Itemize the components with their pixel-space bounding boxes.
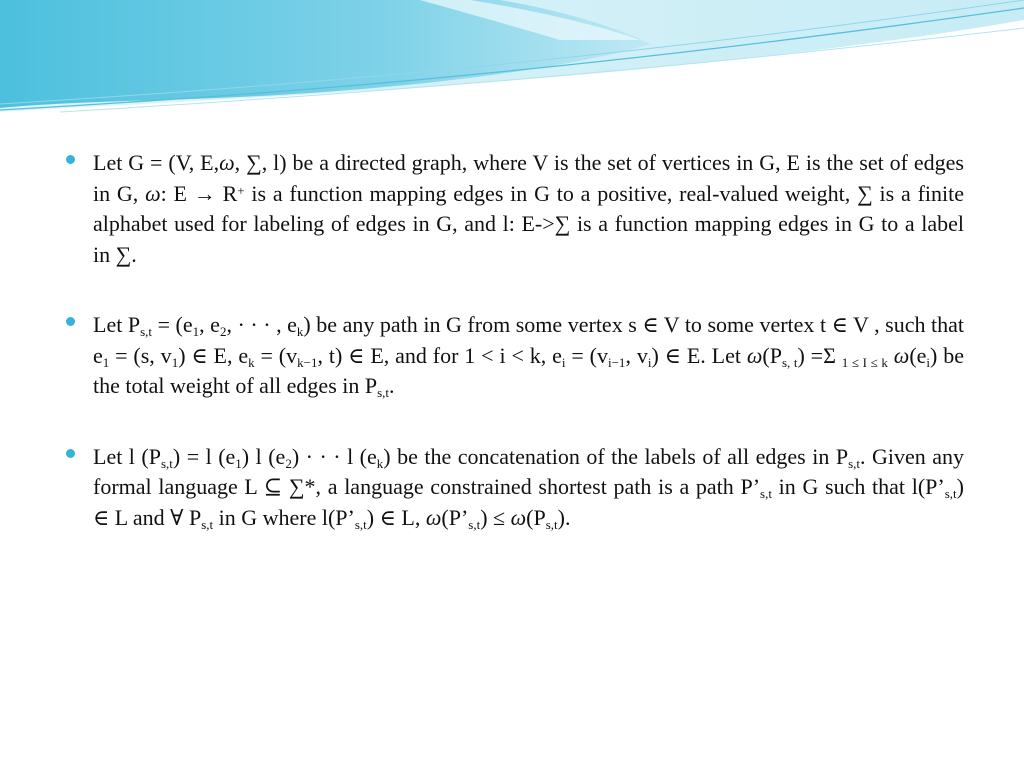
text-sub-segment: s,t <box>468 516 481 532</box>
text-sub-segment: i <box>561 354 566 370</box>
text-sub-segment: k−1 <box>297 354 318 370</box>
bullet-item-path-definition <box>66 310 964 402</box>
text-sub-segment: 1 <box>171 354 179 370</box>
text-i-segment: ω <box>145 180 161 206</box>
text-segment: ) =Σ <box>797 342 842 368</box>
text-sub-segment: 1 <box>192 324 200 339</box>
text-sub-segment: s,t <box>545 516 558 532</box>
text-sub-segment: i <box>647 354 652 370</box>
text-segment: ) ∈ L, <box>366 504 426 530</box>
bullet-text-lcsp-definition <box>93 442 964 534</box>
text-segment: (e <box>909 342 927 368</box>
text-segment: ) be any path in G from some vertex s ∈ V to some vertex t ∈ V , such that e <box>93 312 965 368</box>
text-segment: Let G = (V, E, <box>93 150 220 175</box>
text-segment: ) l (e <box>241 443 286 469</box>
text-sub-segment: k <box>296 324 304 339</box>
text-segment: : E → R <box>160 180 238 206</box>
header-wave-decoration <box>0 0 1024 130</box>
text-segment: . <box>389 373 395 398</box>
bullet-text-graph-definition <box>93 148 964 270</box>
text-segment: ) ∈ L and ∀ P <box>93 474 964 530</box>
text-segment: ) · · · l (e <box>291 443 377 469</box>
text-segment: , e <box>199 312 220 337</box>
text-sub-segment: 1 <box>235 455 242 471</box>
text-segment: Let P <box>93 312 141 337</box>
text-sub-segment: s,t <box>160 455 173 471</box>
bullet-dot-icon <box>66 155 75 164</box>
text-segment: ) ∈ E, e <box>178 342 249 368</box>
bullet-item-graph-definition <box>66 148 964 270</box>
text-sub-segment: k <box>376 455 384 471</box>
text-segment: ) be the total weight of all edges in P <box>93 342 965 398</box>
text-i-segment: ω <box>893 342 910 368</box>
text-sub-segment: s,t <box>944 486 957 501</box>
text-segment: . Given any formal language L ⊆ ∑*, a language constrained shortest path is a path P’ <box>93 443 965 499</box>
text-segment: = (v <box>254 342 298 368</box>
text-i-segment: ω <box>219 150 235 175</box>
text-sub-segment: 1 ≤ I ≤ k <box>841 354 888 370</box>
slide-content <box>66 148 964 533</box>
text-segment: (P’ <box>441 504 469 530</box>
text-segment: = (s, v <box>109 342 172 368</box>
text-segment: = (v <box>565 342 608 368</box>
text-segment: , ∑, l) be a directed graph, where V is the set of vertices in G, E is the set of edges in G, <box>93 150 964 206</box>
text-segment: ) be the concatenation of the labels of all edges in P <box>383 443 849 469</box>
bullet-text-path-definition <box>93 310 964 402</box>
text-sub-segment: s,t <box>760 486 772 501</box>
text-segment: in G such that l(P’ <box>771 474 945 499</box>
text-segment: Let l (P <box>93 443 161 469</box>
text-sub-segment: i−1 <box>607 354 626 370</box>
text-sub-segment: s,t <box>140 324 153 339</box>
text-segment: , v <box>625 342 648 368</box>
bullet-dot-icon <box>66 449 75 458</box>
text-sub-segment: s,t <box>377 385 390 400</box>
text-segment: (P <box>762 342 782 368</box>
text-sub-segment: s, t <box>781 354 798 370</box>
text-segment: is a function mapping edges in G to a positive, real-valued weight, ∑ is a finite alphabet used for labeling of edges in G, and l: E->∑ is a function mapping edges in G to a label in ∑. <box>93 180 964 267</box>
text-sub-segment: 2 <box>285 455 292 471</box>
text-segment: = (e <box>152 312 193 337</box>
text-segment: in G where l(P’ <box>213 504 355 530</box>
text-sub-segment: s,t <box>201 516 214 532</box>
text-i-segment: ω <box>510 504 527 530</box>
text-segment: (P <box>526 504 546 530</box>
text-sub-segment: s,t <box>848 455 860 471</box>
text-sub-segment: s,t <box>354 516 367 532</box>
text-segment: ) ≤ <box>480 504 511 530</box>
text-i-segment: ω <box>746 342 763 368</box>
bullet-item-lcsp-definition <box>66 442 964 534</box>
text-segment: , · · · , e <box>226 312 297 337</box>
text-segment: ). <box>557 504 571 530</box>
text-segment: , t) ∈ E, and for 1 < i < k, e <box>317 342 562 368</box>
text-segment: ) ∈ E. Let <box>651 342 747 368</box>
text-sub-segment: 1 <box>102 354 110 370</box>
text-segment: ) = l (e <box>172 443 236 469</box>
text-sub-segment: i <box>926 354 931 370</box>
text-sub-segment: k <box>248 354 255 370</box>
text-i-segment: ω <box>425 504 442 530</box>
text-sup-segment: + <box>237 182 245 198</box>
bullet-dot-icon <box>66 317 75 326</box>
text-sub-segment: 2 <box>219 324 227 339</box>
